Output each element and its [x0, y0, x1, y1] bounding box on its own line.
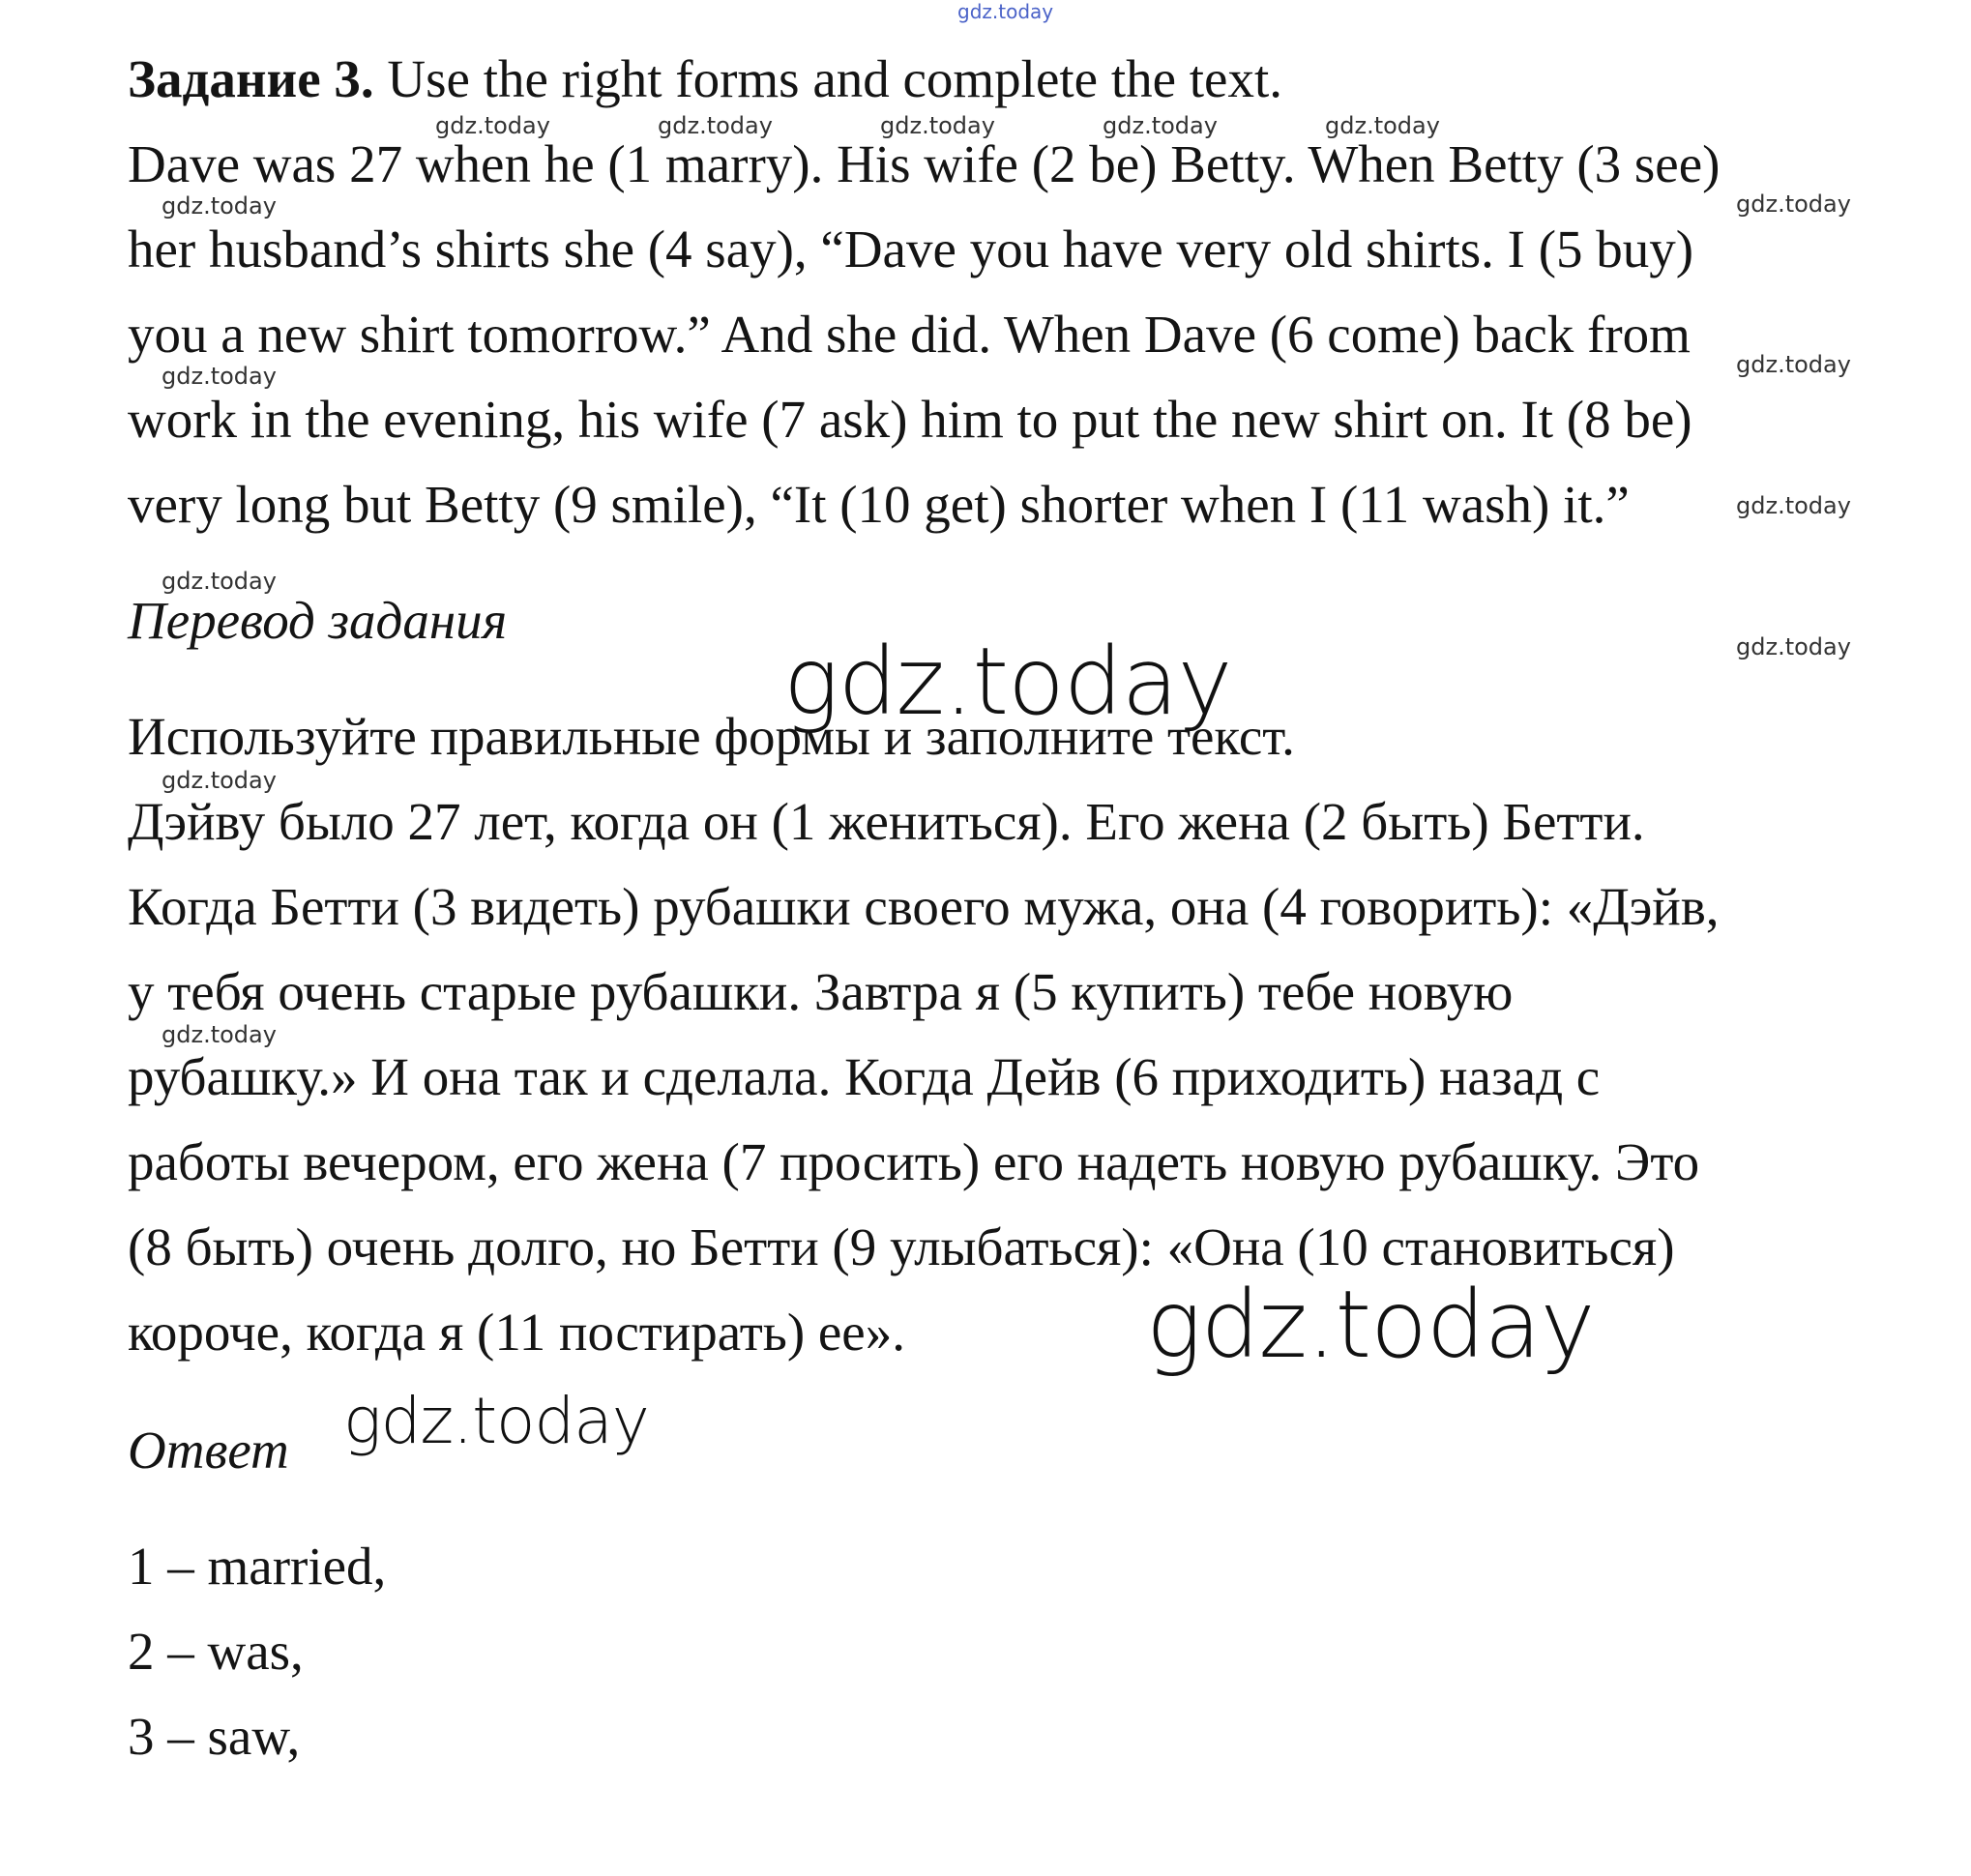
watermark-top: gdz.today — [957, 0, 1054, 23]
task-line-4: work in the evening, his wife (7 ask) him to put the new shirt on. It (8 be) — [128, 390, 1692, 449]
translation-line-1: Дэйву было 27 лет, когда он (1 жениться). Его жена (2 быть) Бетти. — [128, 792, 1645, 851]
translation-instruction: Используйте правильные формы и заполните текст. — [128, 707, 1295, 766]
translation-line-6: (8 быть) очень долго, но Бетти (9 улыбаться): «Она (10 становиться) — [128, 1217, 1675, 1276]
answer-heading: Ответ — [128, 1421, 289, 1480]
task-label: Задание 3. — [128, 49, 374, 108]
watermark-large: gdz.today — [783, 628, 1232, 736]
watermark-small: gdz.today — [162, 767, 277, 794]
watermark-small: gdz.today — [162, 363, 277, 390]
watermark-small: gdz.today — [1736, 633, 1851, 660]
task-line-3: you a new shirt tomorrow.” And she did. When Dave (6 come) back from — [128, 305, 1691, 364]
translation-line-5: работы вечером, его жена (7 просить) его надеть новую рубашку. Это — [128, 1132, 1700, 1191]
watermark-medium: gdz.today — [343, 1384, 649, 1458]
translation-line-3: у тебя очень старые рубашки. Завтра я (5 купить) тебе новую — [128, 962, 1514, 1021]
answer-item-1: 1 – married, — [128, 1537, 387, 1596]
watermark-large: gdz.today — [1146, 1271, 1595, 1379]
task-heading — [128, 50, 1282, 108]
watermark-small: gdz.today — [658, 112, 773, 139]
task-line-1: Dave was 27 when he (1 marry). His wife (2 be) Betty. When Betty (3 see) — [128, 134, 1721, 193]
answer-item-2: 2 – was, — [128, 1622, 304, 1681]
watermark-small: gdz.today — [1325, 112, 1440, 139]
watermark-small: gdz.today — [162, 192, 277, 220]
translation-line-7: короче, когда я (11 постирать) ее». — [128, 1303, 905, 1362]
watermark-small: gdz.today — [1736, 191, 1851, 218]
watermark-small: gdz.today — [1103, 112, 1218, 139]
translation-line-4: рубашку.» И она так и сделала. Когда Дейв (6 приходить) назад с — [128, 1047, 1601, 1106]
answer-item-3: 3 – saw, — [128, 1707, 301, 1766]
task-instruction: Use the right forms and complete the text. — [387, 49, 1282, 108]
translation-line-2: Когда Бетти (3 видеть) рубашки своего мужа, она (4 говорить): «Дэйв, — [128, 877, 1720, 936]
watermark-small: gdz.today — [880, 112, 995, 139]
task-line-5: very long but Betty (9 smile), “It (10 get) shorter when I (11 wash) it.” — [128, 475, 1630, 534]
watermark-small: gdz.today — [1736, 492, 1851, 519]
watermark-small: gdz.today — [162, 1021, 277, 1048]
translation-heading: Перевод задания — [128, 591, 508, 650]
watermark-small: gdz.today — [1736, 351, 1851, 378]
watermark-small: gdz.today — [435, 112, 550, 139]
watermark-small: gdz.today — [162, 568, 277, 595]
task-line-2: her husband’s shirts she (4 say), “Dave you have very old shirts. I (5 buy) — [128, 220, 1694, 278]
